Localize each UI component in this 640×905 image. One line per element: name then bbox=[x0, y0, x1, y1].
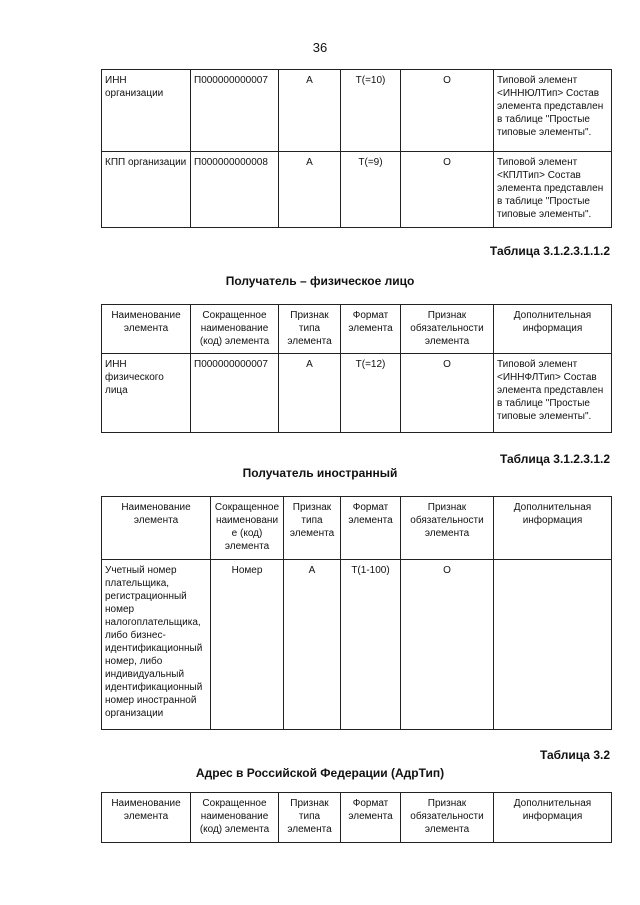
cell-type: А bbox=[279, 152, 341, 228]
header-info: Дополнительная информация bbox=[494, 305, 612, 354]
cell-type: А bbox=[284, 560, 341, 730]
header-name: Наименование элемента bbox=[102, 793, 191, 843]
cell-name: ИНН физического лица bbox=[102, 354, 191, 433]
page-number: 36 bbox=[312, 40, 328, 55]
cell-name: КПП организации bbox=[102, 152, 191, 228]
header-code: Сокращенное наименовани е (код) элемента bbox=[211, 497, 284, 560]
header-format: Формат элемента bbox=[341, 497, 401, 560]
cell-code: П000000000007 bbox=[191, 70, 279, 152]
table-caption: Таблица 3.1.2.3.1.1.2 bbox=[489, 244, 610, 258]
cell-required: О bbox=[401, 152, 494, 228]
table-organization bbox=[101, 69, 612, 228]
table-title: Получатель иностранный bbox=[242, 466, 398, 480]
header-format: Формат элемента bbox=[341, 305, 401, 354]
cell-code: П000000000008 bbox=[191, 152, 279, 228]
header-name: Наименование элемента bbox=[102, 305, 191, 354]
header-type: Признак типа элемента bbox=[284, 497, 341, 560]
header-code: Сокращенное наименование (код) элемента bbox=[191, 793, 279, 843]
cell-format: Т(=9) bbox=[341, 152, 401, 228]
cell-name: ИНН организации bbox=[102, 70, 191, 152]
cell-required: О bbox=[401, 70, 494, 152]
cell-info: Типовой элемент <КПЛТип> Состав элемента представлен в таблице "Простые типовые элементы". bbox=[494, 152, 612, 228]
header-info: Дополнительная информация bbox=[494, 793, 612, 843]
header-type: Признак типа элемента bbox=[279, 793, 341, 843]
table-row bbox=[102, 152, 612, 228]
table-address bbox=[101, 792, 612, 843]
header-type: Признак типа элемента bbox=[279, 305, 341, 354]
table-foreign bbox=[101, 496, 612, 730]
cell-code: Номер bbox=[211, 560, 284, 730]
header-name: Наименование элемента bbox=[102, 497, 211, 560]
table-individual bbox=[101, 304, 612, 433]
cell-required: О bbox=[401, 354, 494, 433]
cell-info: Типовой элемент <ИННФЛТип> Состав элемента представлен в таблице "Простые типовые элементы". bbox=[494, 354, 612, 433]
table-row bbox=[102, 70, 612, 152]
cell-info bbox=[494, 560, 612, 730]
table-header-row bbox=[102, 793, 612, 843]
header-required: Признак обязательности элемента bbox=[401, 793, 494, 843]
table-row bbox=[102, 354, 612, 433]
header-required: Признак обязательности элемента bbox=[401, 305, 494, 354]
header-info: Дополнительная информация bbox=[494, 497, 612, 560]
header-code: Сокращенное наименование (код) элемента bbox=[191, 305, 279, 354]
cell-format: Т(1-100) bbox=[341, 560, 401, 730]
table-caption: Таблица 3.2 bbox=[539, 748, 610, 762]
header-format: Формат элемента bbox=[341, 793, 401, 843]
table-title: Адрес в Российской Федерации (АдрТип) bbox=[195, 766, 445, 780]
cell-code: П000000000007 bbox=[191, 354, 279, 433]
cell-info: Типовой элемент <ИННЮЛТип> Состав элемента представлен в таблице "Простые типовые элементы". bbox=[494, 70, 612, 152]
table-header-row bbox=[102, 305, 612, 354]
cell-type: А bbox=[279, 70, 341, 152]
cell-type: А bbox=[279, 354, 341, 433]
table-caption: Таблица 3.1.2.3.1.2 bbox=[499, 452, 610, 466]
table-title: Получатель – физическое лицо bbox=[225, 274, 415, 288]
table-header-row bbox=[102, 497, 612, 560]
table-row bbox=[102, 560, 612, 730]
cell-format: Т(=12) bbox=[341, 354, 401, 433]
cell-required: О bbox=[401, 560, 494, 730]
header-required: Признак обязательности элемента bbox=[401, 497, 494, 560]
cell-format: Т(=10) bbox=[341, 70, 401, 152]
cell-name: Учетный номер плательщика, регистрационный номер налогоплательщика, либо бизнес-идентификационный номер, либо индивидуальный идентификационный номер иностранной организации bbox=[102, 560, 211, 730]
